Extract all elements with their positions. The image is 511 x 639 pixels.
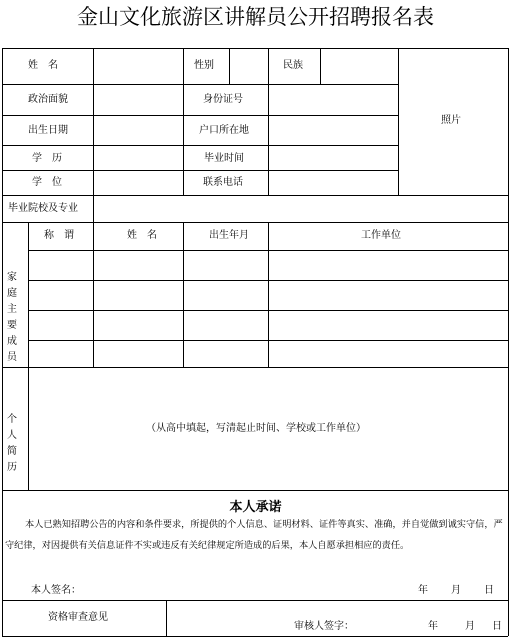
grid-line (2, 84, 398, 85)
resume-hint: （从高中填起，写清起止时间、学校或工作单位） (146, 423, 366, 434)
grid-line (183, 48, 184, 195)
grid-line (268, 222, 269, 367)
education-label: 学 历 (32, 153, 62, 164)
grid-line (2, 636, 508, 637)
degree-label: 学 位 (32, 177, 62, 188)
grad-time-label: 毕业时间 (204, 153, 244, 164)
grid-line (508, 48, 509, 636)
resume-label: 个人简历 (7, 414, 17, 473)
grid-line (2, 170, 398, 171)
review-year: 年 (428, 621, 438, 632)
ethnicity-label: 民族 (283, 60, 303, 71)
form-title: 金山文化旅游区讲解员公开招聘报名表 (77, 5, 434, 29)
grid-line (268, 48, 269, 195)
grid-line (2, 195, 508, 196)
reviewer-sign-label: 审核人签字： (294, 621, 354, 632)
grid-line (28, 222, 29, 367)
hukou-label: 户口所在地 (199, 125, 249, 136)
grid-line (2, 367, 508, 368)
family-label: 家庭主要成员 (7, 272, 17, 363)
grid-line (166, 600, 167, 636)
col-relation: 称 谓 (44, 230, 74, 241)
review-month: 月 (465, 621, 475, 632)
name-label: 姓 名 (28, 60, 58, 71)
col-work: 工作单位 (361, 230, 401, 241)
grid-line (2, 48, 508, 49)
grid-line (2, 145, 398, 146)
promise-title: 本人承诺 (229, 500, 282, 515)
sign-month: 月 (451, 585, 461, 596)
grid-line (320, 48, 321, 84)
grid-line (93, 48, 94, 195)
sign-day: 日 (484, 585, 494, 596)
photo-label: 照片 (441, 115, 461, 126)
gender-label: 性别 (194, 60, 214, 71)
school-major-label: 毕业院校及专业 (8, 203, 78, 214)
col-name: 姓 名 (127, 230, 157, 241)
grid-line (2, 490, 508, 491)
birth-date-label: 出生日期 (28, 125, 68, 136)
grid-line (28, 367, 29, 490)
grid-line (2, 48, 3, 636)
grid-line (229, 48, 230, 84)
phone-label: 联系电话 (203, 177, 243, 188)
col-birth: 出生年月 (209, 230, 249, 241)
applicant-sign-label: 本人签名： (31, 585, 81, 596)
review-day: 日 (492, 621, 502, 632)
grid-line (398, 48, 399, 195)
review-label: 资格审查意见 (48, 612, 108, 623)
grid-line (2, 600, 508, 601)
grid-line (2, 222, 508, 223)
grid-line (183, 222, 184, 367)
id-number-label: 身份证号 (203, 94, 243, 105)
sign-year: 年 (418, 585, 428, 596)
promise-body: 本人已熟知招聘公告的内容和条件要求，所提供的个人信息、证明材料、证件等真实、准确，并自觉做到诚实守信，严守纪律，对因提供有关信息证件不实或违反有关纪律规定所造成的后果，本人自愿承担相应的责任。 (5, 519, 503, 551)
politics-label: 政治面貌 (28, 94, 68, 105)
grid-line (2, 115, 398, 116)
grid-line (93, 195, 94, 222)
grid-line (93, 222, 94, 367)
